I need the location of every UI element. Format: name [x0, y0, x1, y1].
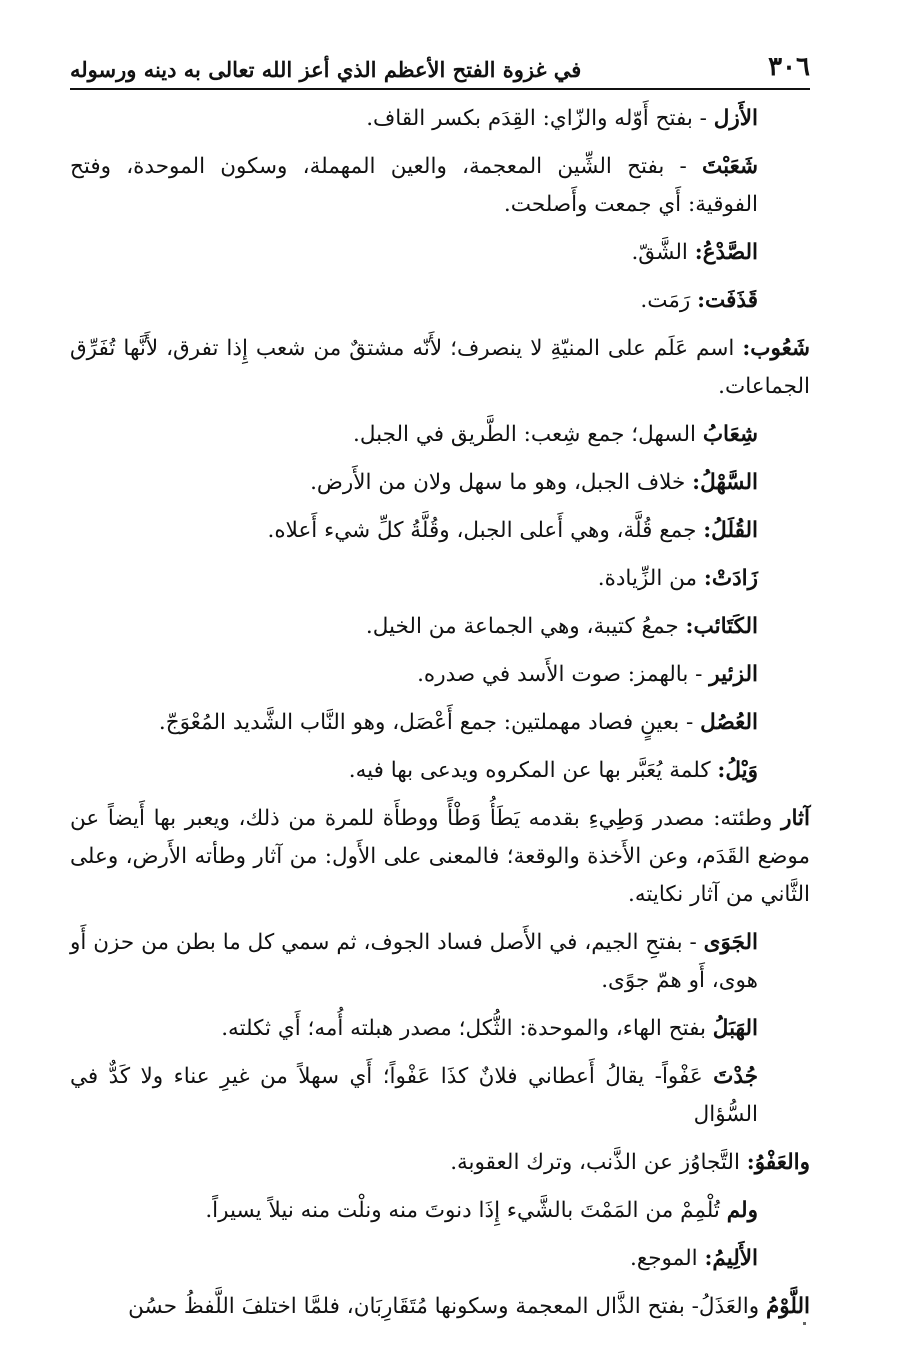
glossary-entry — [70, 100, 810, 138]
entry-term: اللَّوْمُ — [765, 1294, 810, 1319]
glossary-entry — [70, 464, 810, 502]
glossary-entry — [70, 924, 810, 1000]
glossary-entry — [70, 330, 810, 406]
entry-text: الموجع. — [629, 1246, 698, 1271]
entry-text: - بفتح أَوّله والزّاي: القِدَم بكسر القاف. — [366, 106, 707, 131]
entry-term: جُدْتَ — [713, 1064, 758, 1089]
entry-text: التَّجاوُز عن الذَّنب، وترك العقوبة. — [450, 1150, 740, 1175]
glossary-entry — [70, 512, 810, 550]
glossary-entry — [70, 234, 810, 272]
entry-term: شَعَبْتَ — [702, 154, 758, 179]
entry-text: من الزِّيادة. — [597, 566, 698, 591]
glossary-entry — [70, 800, 810, 914]
entry-term: الجَوَى — [703, 930, 758, 955]
entry-text: - بالهمز: صوت الأَسد في صدره. — [417, 662, 703, 687]
entry-term: الأَلِيمُ: — [704, 1246, 758, 1271]
glossary-entry — [70, 704, 810, 742]
glossary-entry — [70, 1192, 810, 1230]
page-number: ٣٠٦ — [768, 52, 810, 82]
entry-text: خلاف الجبل، وهو ما سهل ولان من الأَرض. — [310, 470, 686, 495]
running-title: في غزوة الفتح الأعظم الذي أعز الله تعالى به دينه ورسوله — [70, 57, 582, 82]
entry-text: وطئته: مصدر وَطِيءِ بقدمه يَطَأُ وَطْأً ووطأَة للمرة من ذلك، ويعبر بها أَيضاً عن موضع القَدَم، وعن الأَخذة والوقعة؛ فالمعنى على الأَول: من آثار وطأته الأَرض، وعلى الثَّاني من آثار نكايته. — [70, 806, 810, 907]
entry-text: بفتح الهاء، والموحدة: الثُّكل؛ مصدر هبلته أُمه؛ أَي ثكلته. — [221, 1016, 706, 1041]
entry-term: زَادَتْ: — [703, 566, 758, 591]
entry-text: والعَذَلُ- بفتح الذَّال المعجمة وسكونها مُتَقَارِبَان، فلمَّا اختلفَ اللَّفظُ حسُن — [128, 1294, 760, 1319]
entry-term: آثار — [781, 806, 810, 831]
glossary-text — [70, 100, 810, 1336]
glossary-entry — [70, 1058, 810, 1134]
entry-term: والعَفْوُ: — [746, 1150, 810, 1175]
entry-text: جمع قُلَّة، وهي أَعلى الجبل، وقُلَّةُ كلِّ شيء أَعلاه. — [267, 518, 697, 543]
entry-term: الصَّدْعُ: — [694, 240, 758, 265]
entry-text: - بفتح الشِّين المعجمة، والعين المهملة، وسكون الموحدة، وفتح الفوقية: أَي جمعت وأَصلحت. — [70, 154, 758, 217]
entry-text: جمعُ كتيبة، وهي الجماعة من الخيل. — [365, 614, 679, 639]
entry-text: كلمة يُعَبَّر بها عن المكروه ويدعى بها فيه. — [348, 758, 711, 783]
glossary-entry — [70, 608, 810, 646]
entry-term: وَيْلُ: — [717, 758, 758, 783]
scan-speck — [803, 1322, 806, 1325]
entry-text: - بفتحِ الجيم، في الأَصل فساد الجوف، ثم سمي كل ما بطن من حزن أَو هوى، أَو همّ جوًى. — [70, 930, 758, 993]
entry-text: السهل؛ جمع شِعب: الطَّريق في الجبل. — [353, 422, 696, 447]
entry-text: تُلْمِمْ من المَمْتَ بالشَّيء إِذَا دنوتَ منه ونلْت منه نيلاً يسيراً. — [205, 1198, 720, 1223]
entry-term: الأَزل — [713, 106, 758, 131]
entry-term: قَذَفَت: — [697, 288, 758, 313]
entry-text: اسم عَلَم على المنيّةِ لا ينصرف؛ لأَنّه مشتقٌ من شعب إِذا تفرق، لأَنَّها تُفَرِّق الجماعات. — [70, 336, 810, 399]
glossary-entry — [70, 560, 810, 598]
entry-term: شِعَابُ — [702, 422, 758, 447]
entry-text: رَمَت. — [640, 288, 691, 313]
glossary-entry — [70, 1240, 810, 1278]
entry-text: عَفْواً- يقالُ أَعطاني فلانٌ كذَا عَفْواً؛ أَي سهلاً من غيرِ عناء ولا كَدٌّ في السُّؤال — [70, 1064, 758, 1127]
entry-term: الكَتَائب: — [685, 614, 758, 639]
entry-term: شَعُوب: — [742, 336, 810, 361]
entry-term: الهَبَلُ — [712, 1016, 758, 1041]
entry-text: - بعينٍ فصاد مهملتين: جمع أَعْصَل، وهو النَّاب الشَّديد المُعْوَجّ. — [158, 710, 694, 735]
entry-term: ولم — [726, 1198, 758, 1223]
glossary-entry — [70, 1144, 810, 1182]
entry-term: العُصُل — [700, 710, 758, 735]
page-header — [70, 46, 810, 90]
entry-term: الزئير — [709, 662, 758, 687]
glossary-entry — [70, 282, 810, 320]
glossary-entry — [70, 752, 810, 790]
entry-text: الشَّقّ. — [631, 240, 688, 265]
glossary-entry — [70, 148, 810, 224]
entry-term: السَّهْلُ: — [692, 470, 758, 495]
glossary-entry — [70, 1010, 810, 1048]
entry-term: القُلَلُ: — [703, 518, 758, 543]
glossary-entry — [70, 416, 810, 454]
glossary-entry — [70, 1288, 810, 1326]
glossary-entry — [70, 656, 810, 694]
